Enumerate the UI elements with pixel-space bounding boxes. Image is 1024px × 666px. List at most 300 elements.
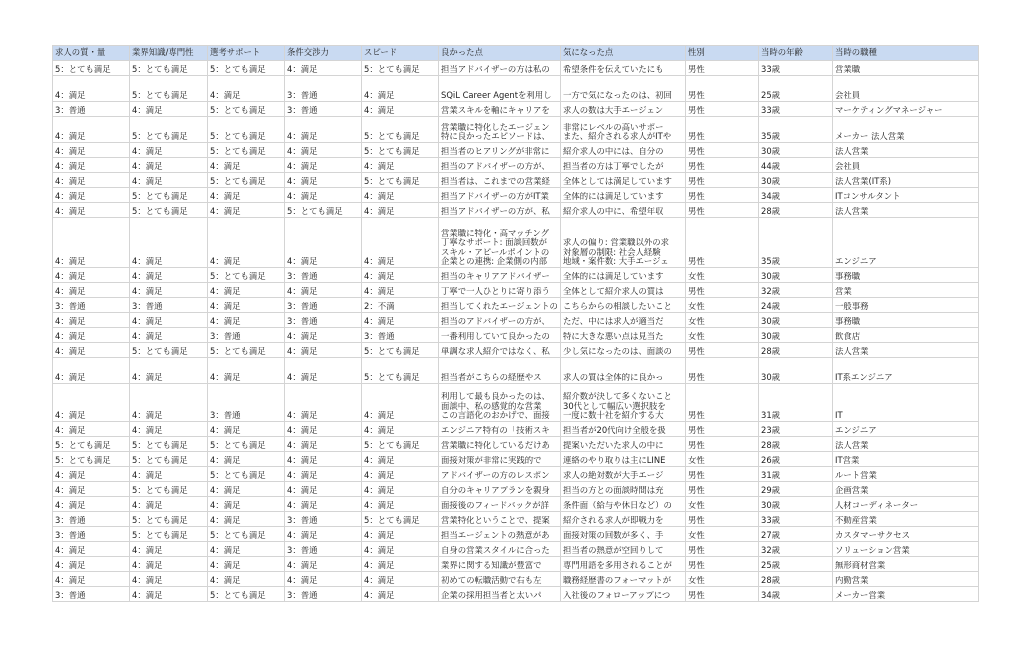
cell-negotiation[interactable] [285,143,362,158]
cell-job-quality[interactable] [53,467,130,482]
cell-occupation[interactable] [833,268,979,283]
cell-job-quality[interactable] [53,358,130,384]
cell-gender[interactable] [686,527,759,542]
cell-negotiation[interactable] [285,452,362,467]
cell-concerns[interactable] [561,61,686,76]
cell-speed[interactable] [362,298,439,313]
cell-negotiation[interactable] [285,298,362,313]
cell-occupation[interactable] [833,452,979,467]
header-job-quality[interactable]: 求人の質・量 [53,46,130,61]
cell-speed[interactable] [362,117,439,143]
cell-speed[interactable] [362,203,439,218]
cell-concerns[interactable] [561,497,686,512]
cell-negotiation[interactable] [285,268,362,283]
cell-industry-knowledge[interactable] [130,437,208,452]
cell-industry-knowledge[interactable] [130,61,208,76]
cell-speed[interactable] [362,102,439,117]
cell-speed[interactable] [362,497,439,512]
cell-speed[interactable] [362,343,439,358]
cell-gender[interactable] [686,467,759,482]
cell-industry-knowledge[interactable] [130,527,208,542]
cell-speed[interactable] [362,527,439,542]
cell-good-points[interactable] [439,358,561,384]
cell-negotiation[interactable] [285,117,362,143]
cell-occupation[interactable] [833,173,979,188]
cell-selection-support[interactable] [208,117,285,143]
cell-job-quality[interactable] [53,422,130,437]
cell-selection-support[interactable] [208,188,285,203]
cell-industry-knowledge[interactable] [130,283,208,298]
cell-job-quality[interactable] [53,268,130,283]
header-industry-knowledge[interactable]: 業界知識/専門性 [130,46,208,61]
cell-speed[interactable] [362,61,439,76]
cell-negotiation[interactable] [285,572,362,587]
cell-speed[interactable] [362,384,439,422]
cell-industry-knowledge[interactable] [130,384,208,422]
cell-occupation[interactable] [833,422,979,437]
cell-age[interactable] [759,512,833,527]
cell-good-points[interactable] [439,512,561,527]
cell-age[interactable] [759,542,833,557]
cell-good-points[interactable] [439,298,561,313]
cell-good-points[interactable] [439,587,561,602]
cell-concerns[interactable] [561,482,686,497]
cell-industry-knowledge[interactable] [130,467,208,482]
cell-selection-support[interactable] [208,467,285,482]
cell-concerns[interactable] [561,313,686,328]
cell-good-points[interactable] [439,218,561,268]
cell-negotiation[interactable] [285,587,362,602]
cell-speed[interactable] [362,572,439,587]
cell-occupation[interactable] [833,283,979,298]
cell-good-points[interactable] [439,173,561,188]
cell-industry-knowledge[interactable] [130,298,208,313]
cell-age[interactable] [759,218,833,268]
cell-job-quality[interactable] [53,328,130,343]
cell-occupation[interactable] [833,158,979,173]
cell-gender[interactable] [686,422,759,437]
cell-negotiation[interactable] [285,218,362,268]
cell-selection-support[interactable] [208,76,285,102]
cell-age[interactable] [759,384,833,422]
cell-concerns[interactable] [561,437,686,452]
cell-industry-knowledge[interactable] [130,76,208,102]
cell-job-quality[interactable] [53,437,130,452]
cell-gender[interactable] [686,343,759,358]
cell-age[interactable] [759,298,833,313]
cell-good-points[interactable] [439,527,561,542]
cell-industry-knowledge[interactable] [130,422,208,437]
cell-concerns[interactable] [561,358,686,384]
cell-gender[interactable] [686,283,759,298]
cell-industry-knowledge[interactable] [130,313,208,328]
cell-occupation[interactable] [833,512,979,527]
cell-industry-knowledge[interactable] [130,572,208,587]
cell-gender[interactable] [686,572,759,587]
cell-occupation[interactable] [833,298,979,313]
cell-gender[interactable] [686,512,759,527]
cell-age[interactable] [759,283,833,298]
cell-age[interactable] [759,587,833,602]
cell-gender[interactable] [686,452,759,467]
cell-occupation[interactable] [833,203,979,218]
cell-gender[interactable] [686,173,759,188]
cell-age[interactable] [759,343,833,358]
cell-negotiation[interactable] [285,61,362,76]
cell-selection-support[interactable] [208,512,285,527]
cell-concerns[interactable] [561,527,686,542]
cell-gender[interactable] [686,328,759,343]
cell-gender[interactable] [686,117,759,143]
cell-concerns[interactable] [561,343,686,358]
cell-industry-knowledge[interactable] [130,328,208,343]
cell-speed[interactable] [362,587,439,602]
cell-selection-support[interactable] [208,268,285,283]
cell-industry-knowledge[interactable] [130,343,208,358]
cell-concerns[interactable] [561,557,686,572]
cell-industry-knowledge[interactable] [130,557,208,572]
cell-age[interactable] [759,482,833,497]
cell-industry-knowledge[interactable] [130,143,208,158]
cell-occupation[interactable] [833,313,979,328]
cell-selection-support[interactable] [208,384,285,422]
cell-gender[interactable] [686,61,759,76]
cell-speed[interactable] [362,158,439,173]
cell-occupation[interactable] [833,343,979,358]
cell-concerns[interactable] [561,298,686,313]
cell-concerns[interactable] [561,173,686,188]
cell-occupation[interactable] [833,117,979,143]
cell-job-quality[interactable] [53,384,130,422]
cell-job-quality[interactable] [53,542,130,557]
header-age[interactable]: 当時の年齢 [759,46,833,61]
cell-selection-support[interactable] [208,143,285,158]
cell-speed[interactable] [362,218,439,268]
cell-industry-knowledge[interactable] [130,218,208,268]
header-selection-support[interactable]: 選考サポート [208,46,285,61]
cell-industry-knowledge[interactable] [130,497,208,512]
cell-job-quality[interactable] [53,102,130,117]
cell-speed[interactable] [362,467,439,482]
cell-industry-knowledge[interactable] [130,102,208,117]
cell-age[interactable] [759,452,833,467]
cell-occupation[interactable] [833,557,979,572]
cell-gender[interactable] [686,384,759,422]
cell-gender[interactable] [686,298,759,313]
cell-gender[interactable] [686,313,759,328]
cell-gender[interactable] [686,218,759,268]
cell-good-points[interactable] [439,117,561,143]
cell-good-points[interactable] [439,384,561,422]
cell-age[interactable] [759,158,833,173]
cell-selection-support[interactable] [208,527,285,542]
cell-job-quality[interactable] [53,497,130,512]
cell-gender[interactable] [686,587,759,602]
cell-age[interactable] [759,328,833,343]
cell-job-quality[interactable] [53,512,130,527]
cell-gender[interactable] [686,143,759,158]
header-gender[interactable]: 性別 [686,46,759,61]
cell-good-points[interactable] [439,572,561,587]
cell-gender[interactable] [686,268,759,283]
cell-age[interactable] [759,527,833,542]
cell-occupation[interactable] [833,482,979,497]
cell-selection-support[interactable] [208,313,285,328]
cell-industry-knowledge[interactable] [130,188,208,203]
cell-negotiation[interactable] [285,102,362,117]
cell-concerns[interactable] [561,218,686,268]
cell-negotiation[interactable] [285,512,362,527]
cell-negotiation[interactable] [285,482,362,497]
cell-good-points[interactable] [439,343,561,358]
cell-industry-knowledge[interactable] [130,117,208,143]
cell-gender[interactable] [686,102,759,117]
cell-speed[interactable] [362,452,439,467]
header-concerns[interactable]: 気になった点 [561,46,686,61]
cell-age[interactable] [759,497,833,512]
cell-speed[interactable] [362,422,439,437]
cell-negotiation[interactable] [285,283,362,298]
cell-occupation[interactable] [833,188,979,203]
cell-occupation[interactable] [833,587,979,602]
cell-age[interactable] [759,117,833,143]
cell-selection-support[interactable] [208,203,285,218]
cell-occupation[interactable] [833,542,979,557]
cell-good-points[interactable] [439,283,561,298]
cell-occupation[interactable] [833,102,979,117]
cell-occupation[interactable] [833,61,979,76]
cell-selection-support[interactable] [208,452,285,467]
cell-industry-knowledge[interactable] [130,203,208,218]
cell-gender[interactable] [686,437,759,452]
cell-age[interactable] [759,358,833,384]
cell-speed[interactable] [362,76,439,102]
cell-gender[interactable] [686,76,759,102]
cell-job-quality[interactable] [53,313,130,328]
cell-age[interactable] [759,572,833,587]
cell-selection-support[interactable] [208,328,285,343]
cell-negotiation[interactable] [285,437,362,452]
cell-occupation[interactable] [833,467,979,482]
cell-negotiation[interactable] [285,358,362,384]
cell-occupation[interactable] [833,143,979,158]
cell-industry-knowledge[interactable] [130,587,208,602]
cell-selection-support[interactable] [208,173,285,188]
cell-age[interactable] [759,173,833,188]
cell-selection-support[interactable] [208,572,285,587]
cell-age[interactable] [759,102,833,117]
cell-concerns[interactable] [561,203,686,218]
cell-age[interactable] [759,313,833,328]
cell-occupation[interactable] [833,497,979,512]
cell-occupation[interactable] [833,76,979,102]
cell-occupation[interactable] [833,328,979,343]
cell-speed[interactable] [362,143,439,158]
cell-good-points[interactable] [439,328,561,343]
cell-gender[interactable] [686,497,759,512]
cell-gender[interactable] [686,358,759,384]
cell-job-quality[interactable] [53,61,130,76]
cell-age[interactable] [759,188,833,203]
cell-job-quality[interactable] [53,587,130,602]
header-speed[interactable]: スピード [362,46,439,61]
cell-good-points[interactable] [439,268,561,283]
cell-good-points[interactable] [439,557,561,572]
cell-speed[interactable] [362,268,439,283]
cell-gender[interactable] [686,542,759,557]
cell-concerns[interactable] [561,76,686,102]
cell-job-quality[interactable] [53,143,130,158]
cell-good-points[interactable] [439,422,561,437]
cell-negotiation[interactable] [285,497,362,512]
cell-speed[interactable] [362,512,439,527]
cell-concerns[interactable] [561,467,686,482]
cell-age[interactable] [759,467,833,482]
cell-negotiation[interactable] [285,343,362,358]
cell-speed[interactable] [362,188,439,203]
cell-speed[interactable] [362,542,439,557]
cell-concerns[interactable] [561,587,686,602]
cell-selection-support[interactable] [208,557,285,572]
cell-speed[interactable] [362,437,439,452]
cell-industry-knowledge[interactable] [130,452,208,467]
cell-gender[interactable] [686,158,759,173]
header-occupation[interactable]: 当時の職種 [833,46,979,61]
cell-gender[interactable] [686,482,759,497]
cell-selection-support[interactable] [208,343,285,358]
cell-selection-support[interactable] [208,298,285,313]
cell-concerns[interactable] [561,188,686,203]
cell-good-points[interactable] [439,61,561,76]
cell-selection-support[interactable] [208,497,285,512]
cell-selection-support[interactable] [208,542,285,557]
cell-concerns[interactable] [561,102,686,117]
cell-occupation[interactable] [833,218,979,268]
cell-job-quality[interactable] [53,298,130,313]
cell-concerns[interactable] [561,452,686,467]
cell-negotiation[interactable] [285,188,362,203]
cell-concerns[interactable] [561,328,686,343]
cell-negotiation[interactable] [285,328,362,343]
cell-job-quality[interactable] [53,173,130,188]
header-negotiation[interactable]: 条件交渉力 [285,46,362,61]
cell-good-points[interactable] [439,542,561,557]
cell-industry-knowledge[interactable] [130,268,208,283]
cell-speed[interactable] [362,283,439,298]
cell-selection-support[interactable] [208,218,285,268]
cell-age[interactable] [759,76,833,102]
cell-job-quality[interactable] [53,557,130,572]
cell-speed[interactable] [362,557,439,572]
cell-negotiation[interactable] [285,467,362,482]
cell-concerns[interactable] [561,542,686,557]
cell-good-points[interactable] [439,497,561,512]
cell-gender[interactable] [686,557,759,572]
cell-negotiation[interactable] [285,542,362,557]
cell-selection-support[interactable] [208,102,285,117]
header-good-points[interactable]: 良かった点 [439,46,561,61]
cell-job-quality[interactable] [53,343,130,358]
cell-good-points[interactable] [439,203,561,218]
cell-concerns[interactable] [561,268,686,283]
cell-job-quality[interactable] [53,76,130,102]
cell-job-quality[interactable] [53,158,130,173]
cell-industry-knowledge[interactable] [130,173,208,188]
cell-concerns[interactable] [561,572,686,587]
cell-job-quality[interactable] [53,188,130,203]
cell-job-quality[interactable] [53,572,130,587]
cell-job-quality[interactable] [53,117,130,143]
cell-good-points[interactable] [439,188,561,203]
cell-selection-support[interactable] [208,358,285,384]
cell-industry-knowledge[interactable] [130,358,208,384]
cell-speed[interactable] [362,173,439,188]
cell-job-quality[interactable] [53,203,130,218]
cell-good-points[interactable] [439,313,561,328]
cell-concerns[interactable] [561,283,686,298]
cell-selection-support[interactable] [208,422,285,437]
cell-gender[interactable] [686,188,759,203]
cell-selection-support[interactable] [208,158,285,173]
cell-selection-support[interactable] [208,437,285,452]
cell-concerns[interactable] [561,422,686,437]
cell-selection-support[interactable] [208,283,285,298]
cell-speed[interactable] [362,313,439,328]
cell-age[interactable] [759,557,833,572]
cell-selection-support[interactable] [208,587,285,602]
cell-good-points[interactable] [439,158,561,173]
cell-negotiation[interactable] [285,158,362,173]
cell-concerns[interactable] [561,158,686,173]
cell-occupation[interactable] [833,437,979,452]
cell-age[interactable] [759,268,833,283]
cell-negotiation[interactable] [285,313,362,328]
cell-selection-support[interactable] [208,482,285,497]
cell-good-points[interactable] [439,467,561,482]
cell-occupation[interactable] [833,384,979,422]
cell-age[interactable] [759,143,833,158]
cell-occupation[interactable] [833,572,979,587]
cell-industry-knowledge[interactable] [130,512,208,527]
cell-age[interactable] [759,61,833,76]
cell-gender[interactable] [686,203,759,218]
cell-occupation[interactable] [833,527,979,542]
cell-good-points[interactable] [439,143,561,158]
cell-good-points[interactable] [439,437,561,452]
cell-speed[interactable] [362,328,439,343]
cell-negotiation[interactable] [285,76,362,102]
cell-job-quality[interactable] [53,482,130,497]
cell-good-points[interactable] [439,76,561,102]
cell-speed[interactable] [362,358,439,384]
cell-good-points[interactable] [439,102,561,117]
cell-industry-knowledge[interactable] [130,542,208,557]
cell-concerns[interactable] [561,512,686,527]
cell-age[interactable] [759,203,833,218]
cell-job-quality[interactable] [53,218,130,268]
cell-job-quality[interactable] [53,452,130,467]
cell-negotiation[interactable] [285,557,362,572]
cell-selection-support[interactable] [208,61,285,76]
cell-concerns[interactable] [561,143,686,158]
cell-concerns[interactable] [561,117,686,143]
cell-job-quality[interactable] [53,283,130,298]
cell-age[interactable] [759,437,833,452]
cell-occupation[interactable] [833,358,979,384]
cell-industry-knowledge[interactable] [130,482,208,497]
cell-industry-knowledge[interactable] [130,158,208,173]
cell-good-points[interactable] [439,452,561,467]
